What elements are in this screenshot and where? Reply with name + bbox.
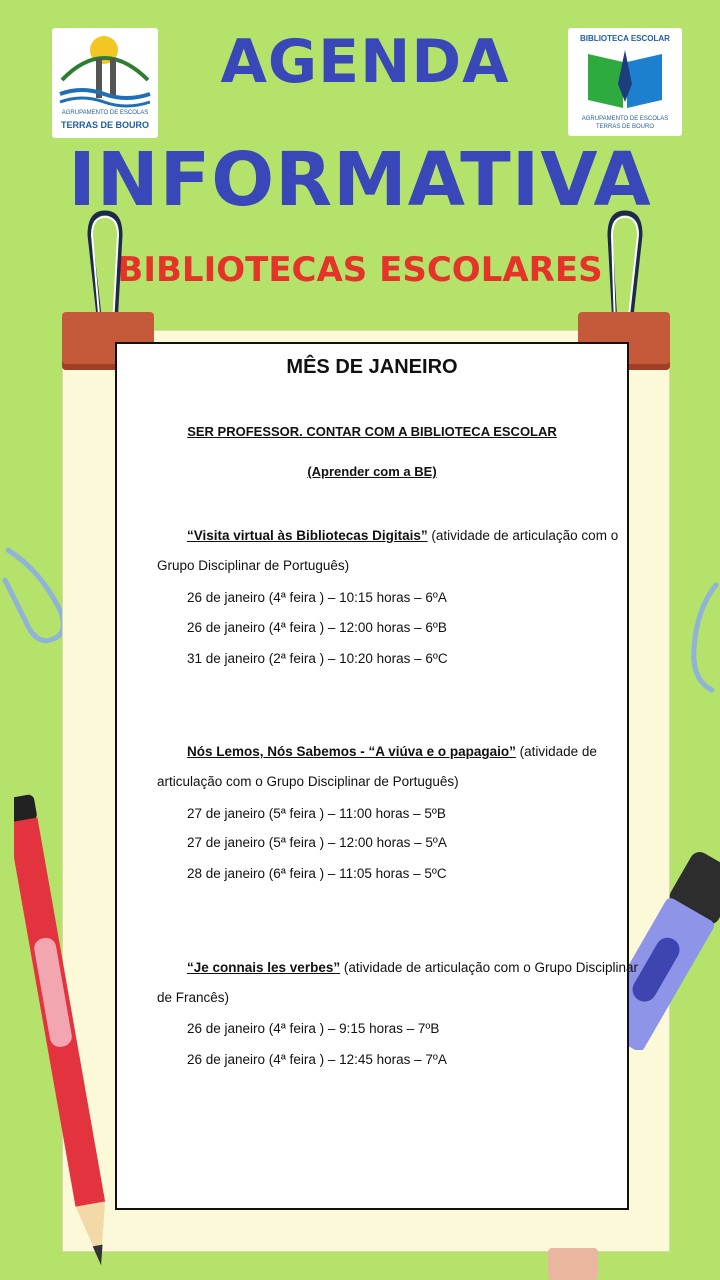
marker-icon [622,850,720,1050]
bottom-clip-decoration [548,1248,598,1280]
activity-3-desc-b: de Francês) [157,990,230,1005]
subtitle-bibliotecas: BIBLIOTECAS ESCOLARES [117,250,603,290]
pencil-icon [14,786,114,1280]
activity-3-session-1: 26 de janeiro (4ª feira ) – 9:15 horas – 7ºB [187,1021,440,1036]
logo-left-caption: TERRAS DE BOURO [60,120,149,130]
activity-1-header [187,528,618,543]
school-library-logo [568,28,682,136]
agenda-document [115,342,638,1210]
logo-right-bottom-caption-2: TERRAS DE BOURO [595,124,654,130]
activity-3-title: “Je connais les verbes” [187,960,341,975]
school-cluster-logo [52,28,158,138]
activity-1-session-1: 26 de janeiro (4ª feira ) – 10:15 horas – 6ºA [187,590,447,605]
title-agenda: AGENDA [220,27,510,97]
logo-right-top-caption: BIBLIOTECA ESCOLAR [580,34,670,43]
activity-1-session-3: 31 de janeiro (2ª feira ) – 10:20 horas – 6ºC [187,651,448,666]
program-subtitle: (Aprender com a BE) [307,464,437,479]
month-heading: MÊS DE JANEIRO [286,356,458,378]
activity-2-session-2: 27 de janeiro (5ª feira ) – 12:00 horas – 5ºA [187,835,447,850]
activity-1-session-2: 26 de janeiro (4ª feira ) – 12:00 horas – 6ºB [187,620,447,635]
activity-2-title: Nós Lemos, Nós Sabemos - “A viúva e o papagaio” [187,744,516,759]
activity-1-desc-a: (atividade de articulação com o [427,528,619,543]
activity-2-session-3: 28 de janeiro (6ª feira ) – 11:05 horas – 5ºC [187,866,447,881]
paperclip-left-icon [0,540,70,650]
activity-1-desc-b: Grupo Disciplinar de Português) [157,558,350,573]
logo-left-small-caption: AGRUPAMENTO DE ESCOLAS [61,110,149,116]
activity-1-title: “Visita virtual às Bibliotecas Digitais” [187,528,428,543]
book-logo-icon [568,44,682,114]
paperclip-right-icon [676,580,720,700]
activity-3-header [187,960,638,975]
activity-2-session-1: 27 de janeiro (5ª feira ) – 11:00 horas – 5ºB [187,806,446,821]
activity-2-desc-a: (atividade de [515,744,597,759]
title-informativa: INFORMATIVA [68,137,652,223]
program-title: SER PROFESSOR. CONTAR COM A BIBLIOTECA ESCOLAR [187,424,557,439]
activity-2-desc-b: articulação com o Grupo Disciplinar de Português) [157,774,459,789]
activity-2-header [187,744,597,759]
logo-right-bottom-caption-1: AGRUPAMENTO DE ESCOLAS [581,116,669,122]
bridge-logo-icon [52,28,158,108]
activity-3-session-2: 26 de janeiro (4ª feira ) – 12:45 horas – 7ºA [187,1052,447,1067]
activity-3-desc-a: (atividade de articulação com o Grupo Disciplinar [340,960,638,975]
